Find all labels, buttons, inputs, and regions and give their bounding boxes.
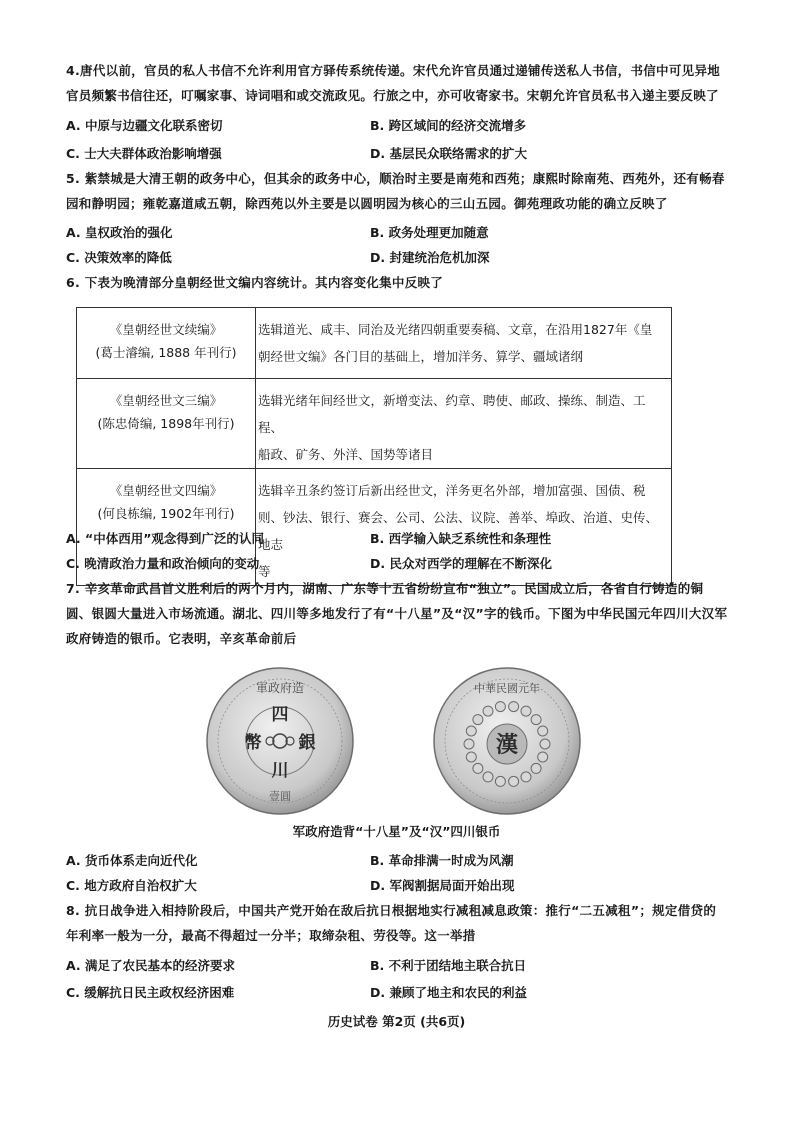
content-line: 朝经世文编》各门目的基础上，增加洋务、算学、疆域诸纲 bbox=[258, 349, 584, 364]
coin-back-top-text: 中華民國元年 bbox=[474, 682, 540, 695]
star-boss bbox=[531, 715, 541, 725]
content-line: 船政、矿务、外洋、国势等诸目 bbox=[258, 447, 434, 462]
q7-option-c[interactable]: C. 地方政府自治权扩大 bbox=[66, 878, 197, 893]
book-title: 《皇朝经世文续编》 bbox=[109, 322, 223, 337]
coin-front bbox=[207, 668, 353, 814]
content-line: 等 bbox=[258, 564, 271, 579]
q6-option-b[interactable]: B. 西学输入缺乏系统性和条理性 bbox=[370, 531, 552, 546]
book-author: (陈忠倚编, 1898年刊行) bbox=[97, 416, 235, 431]
star-boss bbox=[521, 706, 531, 716]
q5-option-d[interactable]: D. 封建统治危机加深 bbox=[370, 250, 490, 265]
star-boss bbox=[521, 772, 531, 782]
table-cell-title bbox=[77, 379, 256, 469]
coin-front-left-char: 幣 bbox=[244, 733, 262, 753]
question-5-stem: 5. 紫禁城是大清王朝的政务中心，但其余的政务中心，顺治时主要是南苑和西苑；康熙时除南苑、西苑外，还有畅春园和静明园；雍乾嘉道咸五朝，除西苑以外主要是以圆明园为核心的三山五园。御苑理政功能的确立反映了 bbox=[66, 171, 725, 211]
q8-option-d[interactable]: D. 兼顾了地主和农民的利益 bbox=[370, 985, 527, 1000]
q5-option-c[interactable]: C. 决策效率的降低 bbox=[66, 250, 172, 265]
coin-front-bottom-text: 壹圓 bbox=[269, 790, 291, 803]
content-line: 选辑光绪年间经世文，新增变法、约章、聘使、邮政、操练、制造、工程、 bbox=[258, 393, 646, 435]
star-boss bbox=[495, 702, 505, 712]
q7-option-b[interactable]: B. 革命排满一时成为风潮 bbox=[370, 853, 514, 868]
star-boss bbox=[483, 772, 493, 782]
question-6-stem: 6. 下表为晚清部分皇朝经世文编内容统计。其内容变化集中反映了 bbox=[66, 275, 444, 290]
coin-front-bottom-char: 川 bbox=[271, 761, 289, 781]
content-line: 则、钞法、银行、赛会、公司、公法、议院、善举、埠政、治道、史传、地志 bbox=[258, 510, 659, 552]
star-boss bbox=[495, 776, 505, 786]
coin-front-right-char: 銀 bbox=[298, 733, 316, 753]
star-boss bbox=[538, 726, 548, 736]
q5-option-a[interactable]: A. 皇权政治的强化 bbox=[66, 225, 173, 240]
question-8-stem: 8. 抗日战争进入相持阶段后，中国共产党开始在敌后抗日根据地实行减租减息政策：推行“二五减租”；规定借贷的年利率一般为一分，最高不得超过一分半；取缔杂租、劳役等。这一举措 bbox=[66, 903, 717, 943]
star-boss bbox=[466, 752, 476, 762]
table-row bbox=[77, 379, 672, 469]
table-row bbox=[77, 308, 672, 379]
question-7-stem: 7. 辛亥革命武昌首义胜利后的两个月内，湖南、广东等十五省纷纷宣布“独立”。民国成立后，各省自行铸造的铜圆、银圆大量进入市场流通。湖北、四川等多地发行了有“十八星”及“汉”字的钱币。下图为中华民国元年四川大汉军政府铸造的银币。它表明，辛亥革命前后 bbox=[66, 581, 728, 646]
star-boss bbox=[473, 715, 483, 725]
q4-option-c[interactable]: C. 士大夫群体政治影响增强 bbox=[66, 146, 222, 161]
coin-image bbox=[205, 666, 590, 816]
q6-option-a[interactable]: A. “中体西用”观念得到广泛的认同 bbox=[66, 531, 264, 546]
star-boss bbox=[509, 776, 519, 786]
coin-back-center-char: 漢 bbox=[495, 732, 519, 758]
table-cell-content bbox=[256, 379, 672, 469]
q4-option-d[interactable]: D. 基层民众联络需求的扩大 bbox=[370, 146, 527, 161]
book-title: 《皇朝经世文四编》 bbox=[109, 483, 223, 498]
star-boss bbox=[483, 706, 493, 716]
star-boss bbox=[509, 702, 519, 712]
question-4-stem: 4.唐代以前，官员的私人书信不允许利用官方驿传系统传递。宋代允许官员通过递铺传送私人书信，书信中可见异地官员频繁书信往还，叮嘱家事、诗词唱和或交流政见。行旅之中，亦可收寄家书。宋朝允许官员私书入递主要反映了 bbox=[66, 63, 721, 103]
q8-option-b[interactable]: B. 不利于团结地主联合抗日 bbox=[370, 958, 527, 973]
page-footer: 历史试卷 第2页 (共6页) bbox=[327, 1014, 466, 1029]
coin-front-top-char: 四 bbox=[271, 705, 289, 725]
q4-option-b[interactable]: B. 跨区域间的经济交流增多 bbox=[370, 118, 527, 133]
content-line: 选辑辛丑条约签订后新出经世文，洋务更名外部，增加富强、国债、税 bbox=[258, 483, 646, 498]
q8-option-c[interactable]: C. 缓解抗日民主政权经济困难 bbox=[66, 985, 235, 1000]
q6-option-c[interactable]: C. 晚清政治力量和政治倾向的变动 bbox=[66, 556, 260, 571]
coin-caption: 军政府造背“十八星”及“汉”四川银币 bbox=[292, 824, 501, 839]
table-cell-content bbox=[256, 308, 672, 379]
q6-option-d[interactable]: D. 民众对西学的理解在不断深化 bbox=[370, 556, 552, 571]
star-boss bbox=[464, 739, 474, 749]
q7-option-a[interactable]: A. 货币体系走向近代化 bbox=[66, 853, 198, 868]
content-line: 选辑道光、咸丰、同治及光绪四朝重要奏稿、文章，在沿用1827年《皇 bbox=[258, 322, 653, 337]
q8-option-a[interactable]: A. 满足了农民基本的经济要求 bbox=[66, 958, 236, 973]
book-author: (何良栋编, 1902年刊行) bbox=[97, 506, 235, 521]
star-boss bbox=[473, 763, 483, 773]
q5-option-b[interactable]: B. 政务处理更加随意 bbox=[370, 225, 489, 240]
book-author: (葛士濬编, 1888 年刊行) bbox=[95, 345, 237, 360]
q7-option-d[interactable]: D. 军阀割据局面开始出现 bbox=[370, 878, 515, 893]
coin-back bbox=[434, 668, 580, 814]
star-boss bbox=[538, 752, 548, 762]
book-title: 《皇朝经世文三编》 bbox=[109, 393, 223, 408]
star-boss bbox=[531, 763, 541, 773]
coin-front-top-text: 軍政府造 bbox=[255, 681, 305, 695]
star-boss bbox=[540, 739, 550, 749]
star-boss bbox=[466, 726, 476, 736]
table-cell-title bbox=[77, 308, 256, 379]
q4-option-a[interactable]: A. 中原与边疆文化联系密切 bbox=[66, 118, 223, 133]
